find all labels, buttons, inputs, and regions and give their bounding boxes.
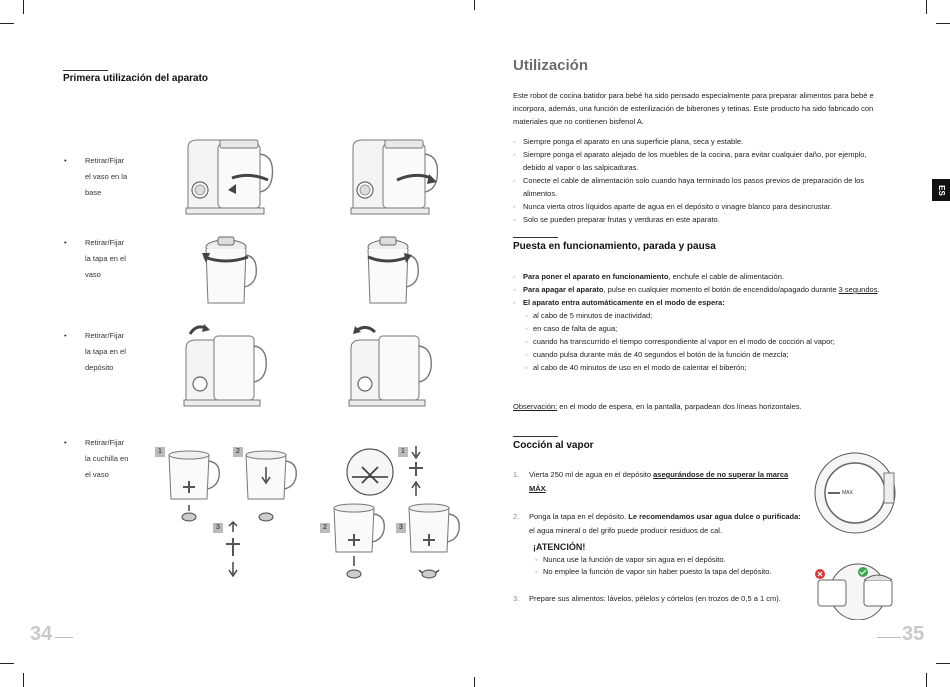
page-number-rule — [55, 637, 73, 638]
language-label: ES — [936, 185, 946, 196]
list-item: ◦ en caso de falta de agua; — [513, 322, 891, 335]
crop-mark — [926, 0, 927, 14]
jar-blade-step-1-illustration — [165, 447, 225, 525]
step-label: 3 — [213, 523, 223, 533]
tank-max-mark-illustration — [800, 451, 910, 541]
attention-item: ◦ No emplee la función de vapor sin haber puesto la tapa del depósito. — [513, 566, 803, 578]
tank-lid-remove-illustration — [178, 322, 273, 412]
list-item: ◦ Para poner el aparato en funcionamiento, enchufe el cable de alimentación. — [513, 270, 891, 283]
jar-blade-step-3b-illustration — [405, 500, 467, 582]
section-title-steam: Cocción al vapor — [513, 440, 594, 451]
page-number-left: 34 — [30, 623, 53, 645]
step-2: 2. Ponga la tapa en el depósito. Le recomendamos usar agua dulce o purificada: el agua mineral o del grifo puede producir residuos de cal. — [513, 512, 801, 535]
start-stop-list — [513, 270, 891, 374]
step-label: 2 — [320, 523, 330, 533]
page-number-rule — [877, 637, 901, 638]
list-item: ◦ Conecte el cable de alimentación solo cuando haya terminado los pasos previos de preparación de los alimentos. — [513, 174, 891, 200]
attention-item: ◦ Nunca use la función de vapor sin agua en el depósito. — [513, 554, 803, 566]
crop-mark — [936, 23, 950, 24]
instruction-text: Retirar/Fijar la cuchilla en el vaso — [85, 438, 129, 479]
instruction-text: Retirar/Fijar la tapa en el depósito — [85, 331, 126, 372]
observation-note: Observación: en el modo de espera, en la pantalla, parpadean dos líneas horizontales. — [513, 402, 802, 411]
crop-mark — [474, 677, 475, 687]
bullet: • — [64, 238, 67, 247]
crop-mark — [936, 663, 950, 664]
safety-list — [513, 135, 891, 226]
jar-blade-step-2-illustration — [242, 447, 302, 525]
jar-lid-remove-illustration — [198, 235, 260, 310]
bullet: • — [64, 438, 67, 447]
page-number-right: 35 — [902, 623, 925, 645]
crop-mark — [0, 663, 14, 664]
instruction-item — [64, 153, 154, 201]
instruction-item — [64, 435, 154, 483]
list-item: ◦ Siempre ponga el aparato en una superficie plana, seca y estable. — [513, 135, 891, 148]
list-item: ◦ Para apagar el aparato, pulse en cualquier momento el botón de encendido/apagado durante 3 segundos. — [513, 283, 891, 296]
section-title-first-use: Primera utilización del aparato — [63, 73, 209, 84]
bullet: • — [64, 331, 67, 340]
list-item: ◦ cuando ha transcurrido el tiempo correspondiente al vapor en el modo de cocción al vapor; — [513, 335, 891, 348]
tank-lid-fit-illustration — [343, 322, 438, 412]
instruction-text: Retirar/Fijar la tapa en el vaso — [85, 238, 126, 279]
jar-blade-step-2b-illustration — [330, 500, 390, 582]
step-label: 1 — [155, 447, 165, 457]
blade-zoom-detail-illustration — [338, 447, 402, 497]
max-label: MAX — [842, 490, 853, 496]
list-item: ◦ cuando pulsa durante más de 40 segundos el botón de la función de mezcla; — [513, 348, 891, 361]
crop-mark — [0, 23, 14, 24]
crop-mark — [23, 673, 24, 687]
instruction-item — [64, 235, 154, 283]
list-item: ◦ Nunca vierta otros líquidos aparte de agua en el depósito o vinagre blanco para desincrustar. — [513, 200, 891, 213]
list-item: ◦ Siempre ponga el aparato alejado de los muebles de la cocina, para evitar cualquier daño, por ejemplo, debido al vapor o las salpicaduras. — [513, 148, 891, 174]
attention-heading: ¡ATENCIÓN! — [533, 542, 586, 552]
step-1: 1. Vierta 250 ml de agua en el depósito asegurándose de no superar la marca MÁX. — [513, 470, 789, 493]
section-rule — [513, 436, 558, 437]
list-item: ◦ al cabo de 40 minutos de uso en el modo de calentar el biberón; — [513, 361, 891, 374]
crop-mark — [23, 0, 24, 14]
list-item: ◦ El aparato entra automáticamente en el modo de espera: — [513, 296, 891, 309]
blade-detach-illustration — [222, 520, 244, 580]
section-rule — [513, 237, 558, 238]
crop-mark — [474, 0, 475, 10]
step-3: 3. Prepare sus alimentos: lávelos, pélelos y córtelos (en trozos de 0,5 a 1 cm). — [513, 594, 781, 603]
blade-insert-illustration — [405, 444, 427, 498]
jar-lid-fit-illustration — [360, 235, 422, 310]
bullet: • — [64, 156, 67, 165]
appliance-jar-remove-illustration — [180, 132, 280, 220]
intro-paragraph: Este robot de cocina batidor para bebé ha sido pensado especialmente para preparar alimentos para bebé e incorpora, además, una función de esterilización de biberones y tetinas. Este producto ha sido fabricado con materiales que no contienen bisfenol A. — [513, 91, 874, 126]
section-title-start-stop: Puesta en funcionamiento, parada y pausa — [513, 241, 716, 252]
crop-mark — [926, 673, 927, 687]
list-item: ◦ Solo se pueden preparar frutas y verduras en este aparato. — [513, 213, 891, 226]
step-label: 1 — [398, 447, 408, 457]
step-label: 3 — [396, 523, 406, 533]
instruction-text: Retirar/Fijar el vaso en la base — [85, 156, 128, 197]
page-title: Utilización — [513, 57, 589, 74]
appliance-jar-fit-illustration — [345, 132, 445, 220]
language-tab — [932, 179, 950, 201]
list-item: ◦ al cabo de 5 minutos de inactividad; — [513, 309, 891, 322]
steam-steps — [513, 468, 803, 606]
tank-lid-correct-incorrect-illustration — [808, 560, 908, 620]
instruction-item — [64, 328, 154, 376]
step-label: 2 — [233, 447, 243, 457]
section-rule — [63, 70, 108, 71]
